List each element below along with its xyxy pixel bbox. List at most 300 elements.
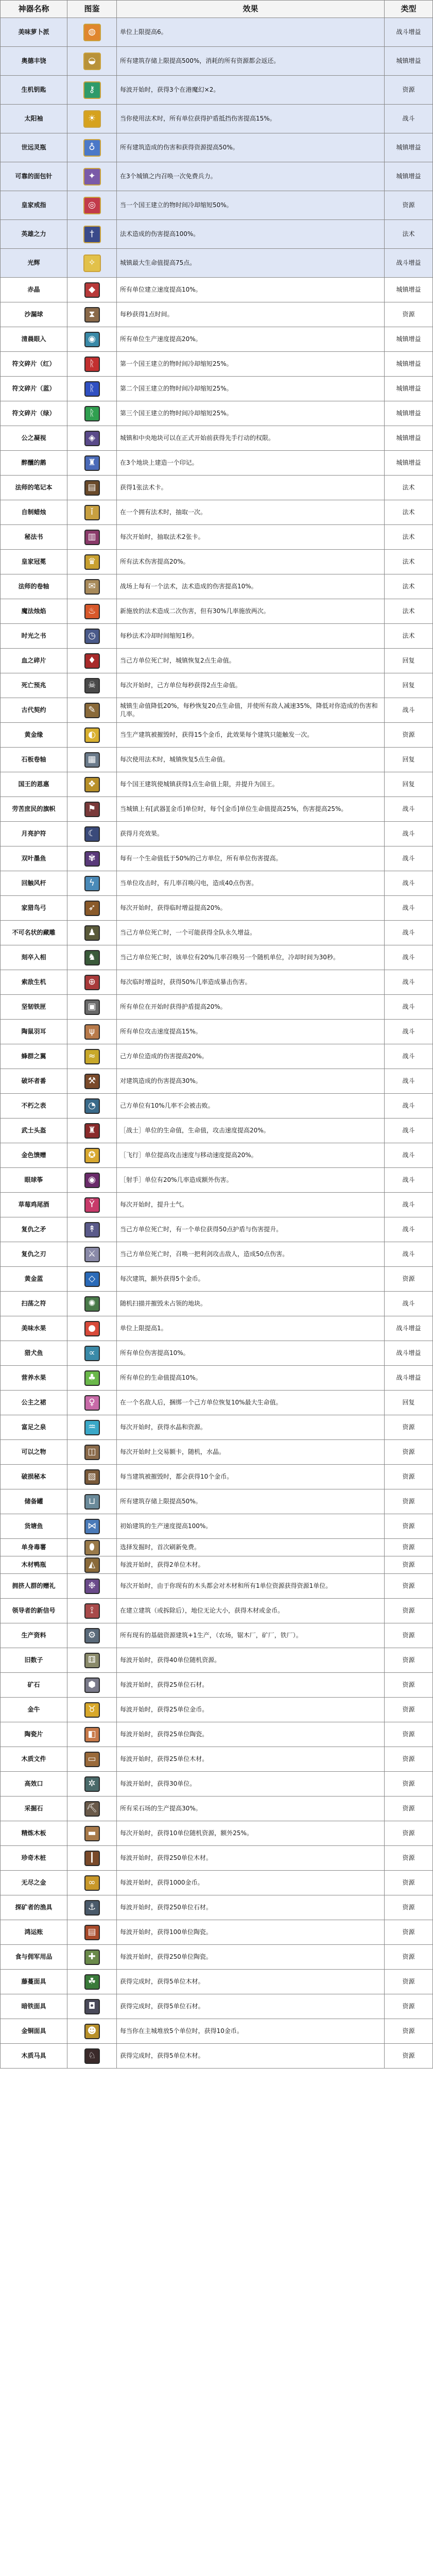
table-row: [1, 574, 433, 599]
table-row: [1, 1895, 433, 1920]
artifact-effect: ［飞行］单位提高攻击速度与移动速度提高20%。: [117, 1143, 385, 1167]
watch-icon: ◔: [84, 1098, 100, 1114]
artifact-effect: 每当你在主城堆放5个单位时，获得10金币。: [117, 2019, 385, 2043]
artifact-effect: 每波开始时，获得250单位陶瓷。: [117, 1945, 385, 1969]
artifact-type: 资源: [385, 1797, 433, 1821]
table-row: [1, 1440, 433, 1465]
artifact-type: 战斗: [385, 1094, 433, 1118]
artifact-name: 扫荡之符: [1, 1292, 67, 1316]
artifact-effect: 所有法术伤害提高20%。: [117, 550, 385, 574]
table-row: [1, 822, 433, 846]
artifact-icon-cell: [67, 1143, 117, 1167]
artifact-effect: 每波开始时，获得25单位陶瓷。: [117, 1722, 385, 1747]
artifact-type: 资源: [385, 1920, 433, 1944]
wood-doc-icon: ▭: [84, 1752, 100, 1767]
artifact-effect: 每次开始时，获得水晶和资源。: [117, 1415, 385, 1439]
artifact-type: 城镇增益: [385, 47, 433, 75]
artifact-icon-cell: [67, 624, 117, 648]
artifact-type: 城镇增益: [385, 401, 433, 426]
table-body: [1, 18, 433, 2069]
artifact-effect: 每波开始时，获得3个在港魔幻×2。: [117, 76, 385, 104]
artifact-type: 资源: [385, 302, 433, 327]
artifact-effect: 第二个国王建立的物时间冷却缩短25%。: [117, 377, 385, 401]
artifact-name: 武士头盔: [1, 1118, 67, 1143]
artifact-effect: 当己方单位死亡时，召唤一把利剑攻击敌人，造成50点伤害。: [117, 1242, 385, 1266]
artifact-name: 时光之书: [1, 624, 67, 648]
table-row: [1, 1044, 433, 1069]
artifact-name: 可靠的面包针: [1, 162, 67, 191]
artifact-icon-cell: [67, 1242, 117, 1266]
sun-icon: ☀: [83, 110, 101, 128]
artifact-effect: 第三个国王建立的物时间冷却缩短25%。: [117, 401, 385, 426]
artifact-type: 法术: [385, 574, 433, 599]
artifact-name: 复仇之刃: [1, 1242, 67, 1266]
table-row: [1, 1168, 433, 1193]
artifact-type: 资源: [385, 1722, 433, 1747]
charm-icon: ✺: [84, 1296, 100, 1312]
table-row: [1, 1772, 433, 1797]
table-row: [1, 1020, 433, 1044]
artifact-name: 生机钥匙: [1, 76, 67, 104]
artifact-name: 符文碎片（红）: [1, 352, 67, 376]
artifact-effect: 所有单位在开始时获得护盾提高20%。: [117, 995, 385, 1019]
banner-icon: ⚑: [84, 802, 100, 817]
table-row: [1, 426, 433, 451]
artifact-icon-cell: [67, 47, 117, 75]
artifact-type: 资源: [385, 76, 433, 104]
artifact-icon-cell: [67, 1489, 117, 1514]
artifact-effect: 随机扫描并摧毁未占领的地块。: [117, 1292, 385, 1316]
artifact-icon-cell: [67, 1366, 117, 1390]
artifact-name: 不可名状的藏雕: [1, 921, 67, 945]
artifact-effect: 战场上每有一个法术，法术造成的伤害提高10%。: [117, 574, 385, 599]
artifact-effect: 在3个城镇之内召唤一次免费兵力。: [117, 162, 385, 191]
table-row: [1, 302, 433, 327]
artifact-effect: 每当建筑被摧毁时，都会获得10个金币。: [117, 1465, 385, 1489]
artifact-type: 资源: [385, 2044, 433, 2068]
table-row: [1, 1069, 433, 1094]
artifact-name: 食与佣军用品: [1, 1945, 67, 1969]
artifact-icon-cell: [67, 220, 117, 248]
artifact-effect: 己方单位造成的伤害提高20%。: [117, 1044, 385, 1069]
table-row: [1, 995, 433, 1020]
artifact-type: 法术: [385, 550, 433, 574]
artifact-name: 木质马具: [1, 2044, 67, 2068]
book-icon: ▥: [84, 530, 100, 545]
artifact-name: 草莓鸡尾酒: [1, 1193, 67, 1217]
table-row: [1, 1465, 433, 1489]
artifact-name: 坚韧铁匣: [1, 995, 67, 1019]
artifact-name: 英雄之力: [1, 220, 67, 248]
artifact-name: 暗铁面具: [1, 1994, 67, 2019]
table-row: [1, 1193, 433, 1217]
artifact-type: 战斗: [385, 1168, 433, 1192]
eyeball-icon: ◉: [84, 1173, 100, 1188]
artifact-type: 战斗: [385, 945, 433, 970]
artifact-type: 资源: [385, 1698, 433, 1722]
artifact-icon-cell: [67, 401, 117, 426]
artifact-type: 资源: [385, 1994, 433, 2019]
artifact-type: 回复: [385, 649, 433, 673]
artifact-icon-cell: [67, 1118, 117, 1143]
table-row: [1, 1747, 433, 1772]
artifact-icon-cell: [67, 1193, 117, 1217]
artifact-name: 死亡预兆: [1, 673, 67, 698]
table-row: [1, 1920, 433, 1945]
table-row: [1, 748, 433, 772]
artifact-name: 黄金蓝: [1, 1267, 67, 1291]
artifact-icon-cell: [67, 352, 117, 376]
notebook-icon: ▤: [84, 480, 100, 496]
artifact-effect: 城镇生命值降低20%，每秒恢复20点生命值，并使所有敌人减速35%，降低对你造成的伤害和几率。: [117, 698, 385, 722]
table-row: [1, 624, 433, 649]
artifact-effect: 法术造成的伤害提高100%。: [117, 220, 385, 248]
light-icon: ✧: [83, 255, 101, 272]
artifact-effect: 当单位攻击时，有几率召唤闪电，造成40点伤害。: [117, 871, 385, 895]
table-row: [1, 377, 433, 401]
header-icon: 图鉴: [67, 1, 117, 18]
artifact-icon-cell: [67, 500, 117, 524]
table-row: [1, 1556, 433, 1574]
artifact-effect: 己方单位有10%几率不会被击败。: [117, 1094, 385, 1118]
artifact-type: 资源: [385, 1846, 433, 1870]
time-book-icon: ◷: [84, 629, 100, 644]
artifact-icon-cell: [67, 1465, 117, 1489]
header-effect: 效果: [117, 1, 385, 18]
artifact-effect: 每波开始时，获得100单位陶瓷。: [117, 1920, 385, 1944]
artifact-effect: 所有现有的基础资源建筑+1生产，（农场，锯木厂，矿厂，铁厂）。: [117, 1623, 385, 1648]
table-row: [1, 1846, 433, 1871]
artifact-effect: 每次开始时，获得临时增益提高20%。: [117, 896, 385, 920]
artifact-name: 黄金缘: [1, 723, 67, 747]
artifact-name: 自制蜡烛: [1, 500, 67, 524]
table-row: [1, 47, 433, 76]
artifact-name: 奥德丰饶: [1, 47, 67, 75]
artifact-name: 金牛: [1, 1698, 67, 1722]
artifact-effect: 所有单位生产速度提高20%。: [117, 327, 385, 351]
artifact-name: 法师的卷轴: [1, 574, 67, 599]
artifact-name: 美味萝卜派: [1, 18, 67, 46]
artifact-type: 资源: [385, 1747, 433, 1771]
artifact-type: 战斗增益: [385, 249, 433, 277]
artifact-name: 双叶墨鱼: [1, 846, 67, 871]
artifact-icon-cell: [67, 302, 117, 327]
table-row: [1, 1871, 433, 1895]
artifact-type: 战斗: [385, 896, 433, 920]
artifact-name: 金铜面具: [1, 2019, 67, 2043]
artifact-type: 资源: [385, 1648, 433, 1672]
artifact-type: 资源: [385, 1673, 433, 1697]
spring-icon: ♒: [84, 1420, 100, 1435]
artifact-name: 拥挤人群的赠礼: [1, 1574, 67, 1598]
table-row: [1, 401, 433, 426]
artifact-type: 战斗: [385, 797, 433, 821]
piece-icon: ♞: [84, 950, 100, 965]
artifact-type: 资源: [385, 1556, 433, 1573]
table-row: [1, 476, 433, 500]
artifact-name: 旧数子: [1, 1648, 67, 1672]
artifact-type: 战斗: [385, 871, 433, 895]
quarry-icon: ⛏: [84, 1801, 100, 1817]
artifact-effect: 每次开始时上交易额卡，随机，水晶。: [117, 1440, 385, 1464]
rune-red-icon: ᚱ: [84, 357, 100, 372]
table-row: [1, 1316, 433, 1341]
artifact-icon-cell: [67, 1722, 117, 1747]
slate-icon: ▦: [84, 752, 100, 768]
table-row: [1, 599, 433, 624]
header-name: 神器名称: [1, 1, 67, 18]
pie-icon: ◍: [83, 24, 101, 41]
table-row: [1, 1698, 433, 1722]
artifact-type: 战斗: [385, 822, 433, 846]
gift-icon: ✪: [84, 1148, 100, 1163]
artifact-name: 藤蔓面具: [1, 1970, 67, 1994]
artifact-name: 清晨眼入: [1, 327, 67, 351]
artifact-icon-cell: [67, 970, 117, 994]
artifact-type: 战斗: [385, 1069, 433, 1093]
artifact-icon-cell: [67, 2044, 117, 2068]
artifact-type: 城镇增益: [385, 162, 433, 191]
artifact-type: 法术: [385, 476, 433, 500]
table-row: [1, 1945, 433, 1970]
vine-mask-icon: ☘: [84, 1974, 100, 1990]
artifact-icon-cell: [67, 1623, 117, 1648]
iron-mask-icon: ◘: [84, 1999, 100, 2014]
artifact-type: 战斗: [385, 1020, 433, 1044]
bottle-icon: ♁: [83, 139, 101, 157]
artifact-name: 货塘鱼: [1, 1514, 67, 1538]
artifact-effect: 每次开始时，己方单位每秒获得2点生命值。: [117, 673, 385, 698]
artifact-icon-cell: [67, 921, 117, 945]
artifact-name: 索敌生机: [1, 970, 67, 994]
artifact-effect: 所有采石场的生产提高30%。: [117, 1797, 385, 1821]
artifact-name: 精炼木板: [1, 1821, 67, 1845]
target-icon: ⊕: [84, 975, 100, 990]
artifact-effect: 每秒获得1点时间。: [117, 302, 385, 327]
artifact-icon-cell: [67, 1168, 117, 1192]
table-row: [1, 550, 433, 574]
artifact-type: 回复: [385, 1391, 433, 1415]
artifact-type: 城镇增益: [385, 426, 433, 450]
artifact-type: 城镇增益: [385, 451, 433, 475]
artifact-icon-cell: [67, 1316, 117, 1341]
moon-icon: ☾: [84, 826, 100, 842]
artifact-effect: 当己方单位死亡时，城镇恢复2点生命值。: [117, 649, 385, 673]
artifact-type: 战斗增益: [385, 1366, 433, 1390]
artifact-name: 回触风杆: [1, 871, 67, 895]
artifact-effect: 每次开始时，提升士气。: [117, 1193, 385, 1217]
artifact-type: 回复: [385, 748, 433, 772]
table-row: [1, 2019, 433, 2044]
artifact-type: 法术: [385, 624, 433, 648]
eye-icon: ◉: [84, 332, 100, 347]
table-row: [1, 525, 433, 550]
artifact-icon-cell: [67, 525, 117, 549]
artifact-type: 战斗: [385, 1193, 433, 1217]
table-row: [1, 1242, 433, 1267]
artifact-name: 石板卷轴: [1, 748, 67, 772]
table-row: [1, 1366, 433, 1391]
table-row: [1, 1118, 433, 1143]
artifact-icon-cell: [67, 451, 117, 475]
artifact-name: 破损秘本: [1, 1465, 67, 1489]
artifact-name: 无尽之金: [1, 1871, 67, 1895]
artifact-name: 魔法烛焰: [1, 599, 67, 623]
artifact-icon-cell: [67, 995, 117, 1019]
artifact-effect: 每次使用法术时，城镇恢复5点生命值。: [117, 748, 385, 772]
artifact-icon-cell: [67, 1556, 117, 1573]
table-row: [1, 162, 433, 191]
artifact-type: 资源: [385, 1871, 433, 1895]
fruit-icon: ●: [84, 1321, 100, 1336]
artifact-icon-cell: [67, 1574, 117, 1598]
artifact-type: 战斗: [385, 1118, 433, 1143]
artifact-name: 沙漏球: [1, 302, 67, 327]
signal-icon: ⟟: [84, 1603, 100, 1619]
artifact-name: 不朽之表: [1, 1094, 67, 1118]
artifact-icon-cell: [67, 162, 117, 191]
header-type: 类型: [385, 1, 433, 18]
artifact-name: 珍奇木桩: [1, 1846, 67, 1870]
skull-icon: ☠: [84, 678, 100, 693]
artifact-type: 战斗: [385, 1292, 433, 1316]
artifact-icon-cell: [67, 133, 117, 162]
artifact-icon-cell: [67, 1772, 117, 1796]
artifact-type: 资源: [385, 1945, 433, 1969]
artifact-name: 复仇之矛: [1, 1217, 67, 1242]
artifact-icon-cell: [67, 1871, 117, 1895]
artifact-icon-cell: [67, 1698, 117, 1722]
artifact-icon-cell: [67, 1044, 117, 1069]
table-row: [1, 1599, 433, 1623]
tools-icon: ⚙: [84, 1628, 100, 1643]
artifact-type: 城镇增益: [385, 278, 433, 302]
artifact-type: 战斗: [385, 1044, 433, 1069]
ceramic-icon: ◧: [84, 1727, 100, 1742]
artifact-type: 战斗: [385, 1242, 433, 1266]
gear-icon: ✲: [84, 1776, 100, 1792]
table-row: [1, 1648, 433, 1673]
table-row: [1, 1341, 433, 1366]
artifact-icon-cell: [67, 1747, 117, 1771]
artifact-effect: 新施放的法术造成二次伤害，但有30%几率施放两次。: [117, 599, 385, 623]
table-row: [1, 649, 433, 673]
artifact-name: 营养水果: [1, 1366, 67, 1390]
artifact-type: 战斗: [385, 995, 433, 1019]
artifact-icon-cell: [67, 574, 117, 599]
artifact-icon-cell: [67, 896, 117, 920]
ear-icon: ψ: [84, 1024, 100, 1040]
favor-icon: ❖: [84, 777, 100, 792]
artifact-type: 战斗: [385, 105, 433, 133]
crystal-icon: ◆: [84, 282, 100, 298]
artifact-effect: 在3个地块上建造一个印记。: [117, 451, 385, 475]
artifact-type: 城镇增益: [385, 327, 433, 351]
artifact-effect: 获得1张法术卡。: [117, 476, 385, 500]
harness-icon: ♘: [84, 2048, 100, 2064]
artifact-type: 资源: [385, 1440, 433, 1464]
table-row: [1, 1722, 433, 1747]
tome-icon: ▧: [84, 1469, 100, 1485]
artifact-icon-cell: [67, 426, 117, 450]
artifact-icon-cell: [67, 18, 117, 46]
table-row: [1, 1994, 433, 2019]
artifact-icon-cell: [67, 1094, 117, 1118]
table-row: [1, 1514, 433, 1539]
artifact-effect: 在一个名敌人后，捆绑一个己方单位恢复10%最大生命值。: [117, 1391, 385, 1415]
sword-icon: †: [83, 226, 101, 243]
golden-bull-icon: ♉: [84, 1702, 100, 1718]
gaze-icon: ◈: [84, 431, 100, 446]
artifact-icon-cell: [67, 673, 117, 698]
ore-icon: ⬢: [84, 1677, 100, 1693]
table-row: [1, 970, 433, 995]
bow-icon: ➶: [84, 901, 100, 916]
cocktail-icon: Ÿ: [84, 1197, 100, 1213]
artifact-name: 生产资料: [1, 1623, 67, 1648]
artifact-type: 资源: [385, 1465, 433, 1489]
artifact-type: 资源: [385, 1599, 433, 1623]
table-row: [1, 191, 433, 220]
artifact-name: 家猎鸟弓: [1, 896, 67, 920]
artifact-name: 秘法书: [1, 525, 67, 549]
artifact-type: 资源: [385, 1514, 433, 1538]
breaker-icon: ⚒: [84, 1074, 100, 1089]
gold-mask-icon: ☻: [84, 2024, 100, 2039]
horn-icon: ◒: [83, 53, 101, 70]
table-row: [1, 451, 433, 476]
blood-shard-icon: ♦: [84, 653, 100, 669]
artifact-effect: 所有建筑造成的伤害和获得资源提高50%。: [117, 133, 385, 162]
endless-gold-icon: ∞: [84, 1875, 100, 1891]
artifact-icon-cell: [67, 191, 117, 219]
artifact-effect: 单位上限提高6。: [117, 18, 385, 46]
artifact-effect: 所有单位伤害提高10%。: [117, 1341, 385, 1365]
table-row: [1, 1574, 433, 1599]
artifact-type: 法术: [385, 525, 433, 549]
table-row: [1, 1821, 433, 1846]
artifact-icon-cell: [67, 772, 117, 796]
artifact-name: 金色馈赠: [1, 1143, 67, 1167]
artifact-name: 醉醺的鹅: [1, 451, 67, 475]
artifact-type: 城镇增益: [385, 352, 433, 376]
artifact-effect: 对建筑造成的伤害提高30%。: [117, 1069, 385, 1093]
artifact-icon-cell: [67, 822, 117, 846]
artifact-name: 公之凝视: [1, 426, 67, 450]
artifact-type: 资源: [385, 1772, 433, 1796]
artifact-icon-cell: [67, 1341, 117, 1365]
artifact-type: 战斗增益: [385, 1341, 433, 1365]
artifact-type: 回复: [385, 772, 433, 796]
table-row: [1, 220, 433, 249]
artifact-type: 法术: [385, 500, 433, 524]
artifact-type: 资源: [385, 723, 433, 747]
artifact-icon-cell: [67, 797, 117, 821]
artifact-effect: 所有单位建立速度提高10%。: [117, 278, 385, 302]
duck-icon: ◭: [84, 1557, 100, 1573]
artifact-type: 城镇增益: [385, 133, 433, 162]
artifact-effect: 所有建筑存储上限提高50%。: [117, 1489, 385, 1514]
artifact-icon-cell: [67, 1514, 117, 1538]
artifact-type: 资源: [385, 1539, 433, 1556]
artifact-icon-cell: [67, 871, 117, 895]
artifact-effect: 当一个国王建立的物时间冷却缩短50%。: [117, 191, 385, 219]
table-row: [1, 797, 433, 822]
artifact-name: 古代契约: [1, 698, 67, 722]
artifact-name: 太阳袖: [1, 105, 67, 133]
artifact-name: 刻卒入相: [1, 945, 67, 970]
artifact-name: 木材鸭瓶: [1, 1556, 67, 1573]
